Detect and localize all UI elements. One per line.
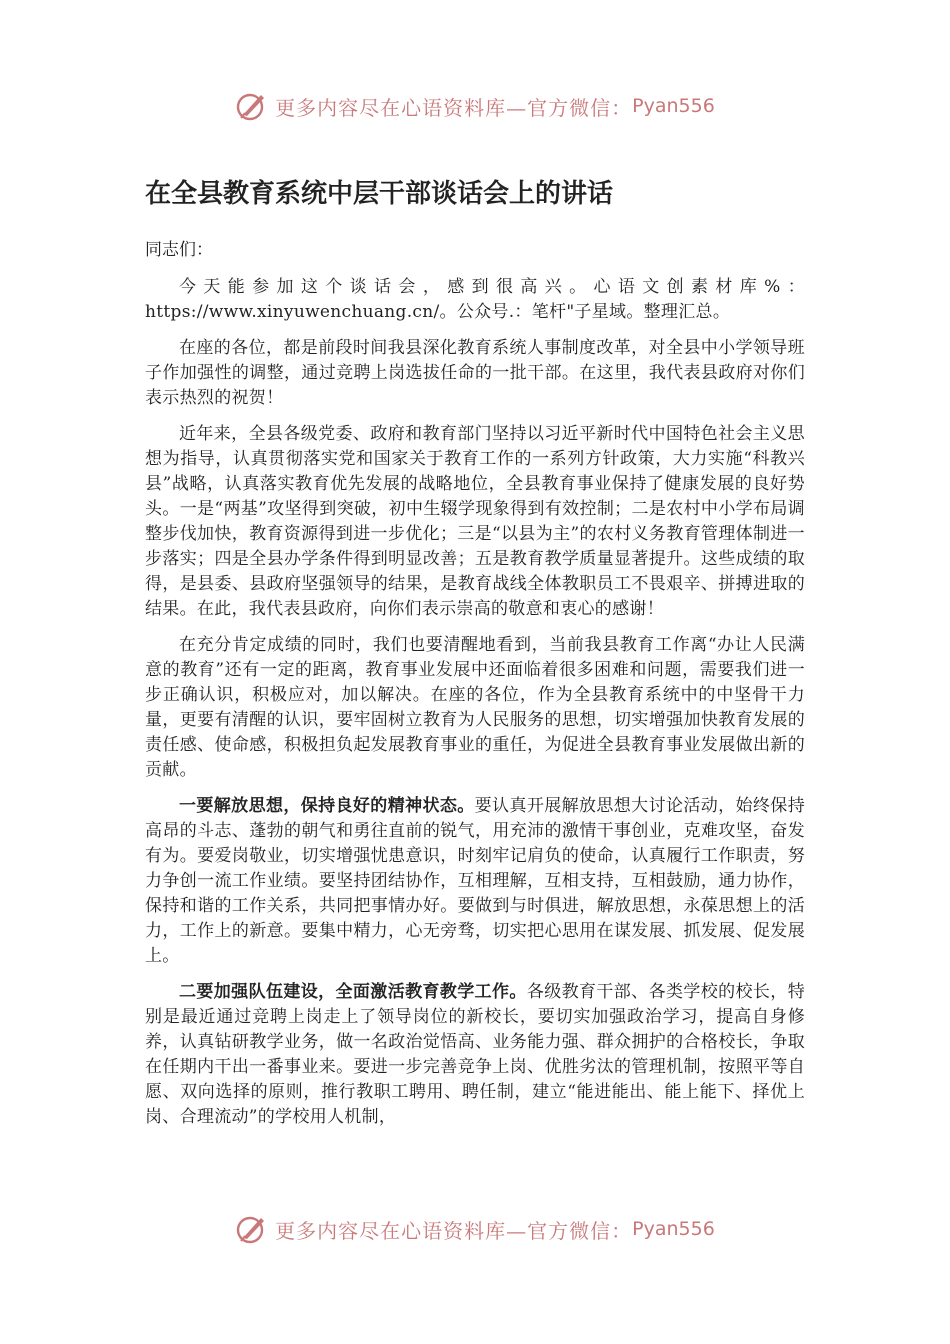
greeting: 同志们： [145, 240, 213, 260]
footer-watermark-banner [0, 1209, 950, 1249]
banner-wechat-id: Pyan556 [632, 1218, 715, 1240]
banner-wechat-id: Pyan556 [632, 95, 715, 117]
paragraph-text: 要认真开展解放思想大讨论活动，始终保持高昂的斗志、蓬勃的朝气和勇往直前的锐气，用充沛的激情干事创业，克难攻坚，奋发有为。要爱岗敬业，切实增强忧患意识，时刻牢记肩负的使命，认真履行工作职责，努力争创一流工作业绩。要坚持团结协作，互相理解，互相支持，互相鼓励，通力协作，保持和谐的工作关系，共同把事情办好。要做到与时俱进，解放思想，永葆思想上的活力，工作上的新意。要集中精力，心无旁骛，切实把心思用在谋发展、抓发展、促发展上。 [145, 796, 805, 966]
paragraph-text: 今天能参加这个谈话会，感到很高兴。心语文创素材库%：https://www.xinyuwenchuang.cn/。公众号.：笔杆"子星域。整理汇总。 [145, 277, 805, 322]
paragraph-text: 在充分肯定成绩的同时，我们也要清醒地看到，当前我县教育工作离“办让人民满意的教育”还有一定的距离，教育事业发展中还面临着很多困难和问题，需要我们进一步正确认识，积极应对，加以解决。在座的各位，作为全县教育系统中的中坚骨干力量，更要有清醒的认识，要牢固树立教育为人民服务的思想，切实增强加快教育发展的责任感、使命感，积极担负起发展教育事业的重任，为促进全县教育事业发展做出新的贡献。 [145, 635, 805, 780]
banner-text: 更多内容尽在心语资料库—官方微信： [275, 95, 633, 120]
paragraph-text: 在座的各位，都是前段时间我县深化教育系统人事制度改革，对全县中小学领导班子作加强性的调整，通过竞聘上岗选拔任命的一批干部。在这里，我代表县政府对你们表示热烈的祝贺！ [145, 338, 805, 408]
quill-logo-icon [235, 89, 269, 123]
header-watermark-banner [0, 86, 950, 126]
paragraph-1 [145, 275, 805, 325]
paragraph-text: 各级教育干部、各类学校的校长，特别是最近通过竞聘上岗走上了领导岗位的新校长，要切实加强政治学习，提高自身修养，认真钻研教学业务，做一名政治觉悟高、业务能力强、群众拥护的合格校长，争取在任期内干出一番事业来。要进一步完善竞争上岗、优胜劣汰的管理机制，按照平等自愿、双向选择的原则，推行教职工聘用、聘任制，建立“能进能出、能上能下、择优上岗、合理流动”的学校用人机制， [145, 982, 805, 1127]
paragraph-6 [145, 980, 805, 1130]
paragraph-5 [145, 794, 805, 969]
banner-text: 更多内容尽在心语资料库—官方微信： [275, 1218, 633, 1243]
paragraph-2 [145, 336, 805, 411]
document-body [145, 170, 805, 1141]
paragraph-text: 近年来，全县各级党委、政府和教育部门坚持以习近平新时代中国特色社会主义思想为指导，认真贯彻落实党和国家关于教育工作的一系列方针政策，大力实施“科教兴县”战略，认真落实教育优先发展的战略地位，全县教育事业保持了健康发展的良好势头。一是“两基”攻坚得到突破，初中生辍学现象得到有效控制；二是农村中小学布局调整步伐加快，教育资源得到进一步优化；三是“以县为主”的农村义务教育管理体制进一步落实；四是全县办学条件得到明显改善；五是教育教学质量显著提升。这些成绩的取得，是县委、县政府坚强领导的结果，是教育战线全体教职员工不畏艰辛、拼搏进取的结果。在此，我代表县政府，向你们表示崇高的敬意和衷心的感谢！ [145, 424, 805, 619]
paragraph-3 [145, 422, 805, 622]
paragraph-4 [145, 633, 805, 783]
quill-logo-icon [235, 1212, 269, 1246]
paragraph-lead: 一要解放思想，保持良好的精神状态。 [179, 796, 475, 816]
paragraph-lead: 二要加强队伍建设，全面激活教育教学工作。 [179, 982, 527, 1002]
document-title: 在全县教育系统中层干部谈话会上的讲话 [145, 179, 614, 209]
